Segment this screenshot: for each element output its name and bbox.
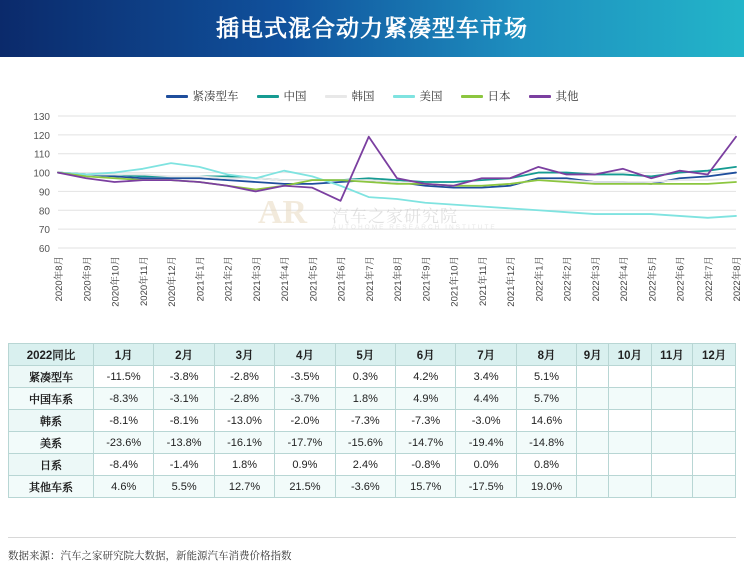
x-tick-label: 2021年11月	[477, 256, 489, 306]
table-cell: -23.6%	[94, 432, 154, 454]
table-cell	[577, 388, 609, 410]
table-row	[9, 454, 736, 476]
legend-swatch-icon	[166, 95, 188, 98]
table-cell: 0.9%	[275, 454, 335, 476]
table-cell	[609, 454, 652, 476]
table-cell	[609, 366, 652, 388]
x-tick-label: 2021年9月	[421, 256, 433, 302]
table-cell: -17.7%	[275, 432, 335, 454]
table-cell	[651, 476, 693, 498]
table-cell: -13.0%	[214, 410, 274, 432]
legend-item[interactable]	[461, 88, 511, 104]
table-cell: 2.4%	[335, 454, 395, 476]
table-cell: -8.1%	[94, 410, 154, 432]
table-cell: -15.6%	[335, 432, 395, 454]
x-tick-label: 2021年5月	[308, 256, 320, 302]
y-tick-label: 90	[38, 187, 50, 199]
table-row-label: 中国车系	[9, 388, 94, 410]
table-cell	[609, 476, 652, 498]
legend-item[interactable]	[257, 88, 307, 104]
table-cell	[577, 432, 609, 454]
table-cell: -19.4%	[456, 432, 516, 454]
table-cell	[693, 366, 736, 388]
source-note: 数据来源：汽车之家研究院大数据，新能源汽车消费价格指数	[8, 550, 292, 562]
table-column-header: 5月	[335, 344, 395, 366]
table-cell: -3.0%	[456, 410, 516, 432]
chart-svg	[0, 108, 744, 338]
table-column-header: 10月	[609, 344, 652, 366]
legend-item[interactable]	[393, 88, 443, 104]
title-bar	[0, 0, 744, 57]
table-cell	[609, 432, 652, 454]
legend-item[interactable]	[325, 88, 375, 104]
table-cell	[693, 410, 736, 432]
table-cell: -8.4%	[94, 454, 154, 476]
x-tick-label: 2020年12月	[167, 256, 178, 307]
y-tick-label: 130	[33, 112, 50, 123]
watermark-logo: AR	[258, 194, 308, 231]
legend-swatch-icon	[325, 95, 347, 98]
table-cell: -17.5%	[456, 476, 516, 498]
x-tick-label: 2022年3月	[590, 256, 602, 302]
table-column-header: 4月	[275, 344, 335, 366]
table-row-label: 紧凑型车	[9, 366, 94, 388]
table-row	[9, 366, 736, 388]
table-cell: -7.3%	[396, 410, 456, 432]
table-cell: -1.4%	[154, 454, 214, 476]
table-cell: 4.2%	[396, 366, 456, 388]
x-tick-label: 2022年4月	[619, 256, 630, 302]
y-tick-label: 70	[38, 225, 50, 237]
table-cell: -3.5%	[275, 366, 335, 388]
table-column-header: 7月	[456, 344, 516, 366]
legend-label: 韩国	[351, 91, 375, 103]
watermark-text: 汽车之家研究院	[332, 207, 458, 226]
line-chart	[0, 108, 744, 338]
table-cell: 5.1%	[516, 366, 576, 388]
table-cell	[651, 410, 693, 432]
table-cell	[651, 388, 693, 410]
table-cell: 0.8%	[516, 454, 576, 476]
table-cell	[693, 454, 736, 476]
y-tick-label: 80	[38, 206, 50, 218]
x-tick-label: 2022年6月	[675, 256, 687, 302]
x-tick-label: 2021年3月	[251, 256, 263, 302]
table-cell	[693, 476, 736, 498]
legend-label: 紧凑型车	[192, 91, 239, 103]
data-table	[8, 343, 736, 498]
table-cell: -2.8%	[214, 388, 274, 410]
legend-swatch-icon	[257, 95, 279, 98]
legend-label: 中国	[283, 91, 307, 103]
legend-swatch-icon	[393, 95, 415, 98]
table-row-label: 韩系	[9, 410, 94, 432]
footer-divider	[8, 537, 736, 538]
y-tick-label: 120	[33, 130, 50, 142]
table-cell: -14.7%	[396, 432, 456, 454]
table-cell: -3.6%	[335, 476, 395, 498]
table-cell: -16.1%	[214, 432, 274, 454]
table-column-header: 8月	[516, 344, 576, 366]
table-cell: -7.3%	[335, 410, 395, 432]
x-tick-label: 2020年10月	[110, 256, 122, 307]
table-column-header: 3月	[214, 344, 274, 366]
table-cell	[651, 432, 693, 454]
table-cell: 5.5%	[154, 476, 214, 498]
x-tick-label: 2021年7月	[364, 256, 376, 302]
x-tick-label: 2022年5月	[647, 256, 659, 302]
legend-label: 美国	[419, 91, 443, 103]
table-cell	[577, 454, 609, 476]
table-cell: 0.0%	[456, 454, 516, 476]
table-cell: -2.0%	[275, 410, 335, 432]
legend-item[interactable]	[529, 88, 579, 104]
table-cell: 0.3%	[335, 366, 395, 388]
x-tick-label: 2022年7月	[703, 256, 715, 302]
x-tick-label: 2021年4月	[280, 256, 291, 302]
table-cell: -8.3%	[94, 388, 154, 410]
x-tick-label: 2021年8月	[393, 256, 404, 302]
y-tick-label: 100	[33, 168, 50, 180]
x-tick-label: 2021年2月	[223, 256, 235, 302]
table-cell: -0.8%	[396, 454, 456, 476]
table-row	[9, 476, 736, 498]
table-cell	[609, 388, 652, 410]
chart-legend	[0, 88, 744, 104]
table-column-header: 1月	[94, 344, 154, 366]
x-tick-label: 2021年12月	[506, 256, 517, 307]
table-cell: -13.8%	[154, 432, 214, 454]
table-row-label: 日系	[9, 454, 94, 476]
table-cell: -3.7%	[275, 388, 335, 410]
table-cell: 15.7%	[396, 476, 456, 498]
table-cell: -14.8%	[516, 432, 576, 454]
table-column-header: 6月	[396, 344, 456, 366]
table-cell: 4.6%	[94, 476, 154, 498]
page-title: 插电式混合动力紧凑型车市场	[216, 15, 528, 41]
legend-swatch-icon	[529, 95, 551, 98]
table-column-header: 2月	[154, 344, 214, 366]
x-tick-label: 2021年6月	[336, 256, 348, 302]
x-tick-label: 2022年8月	[732, 256, 743, 302]
table-cell	[609, 410, 652, 432]
x-tick-label: 2022年2月	[562, 256, 574, 302]
legend-label: 其他	[555, 91, 579, 103]
table-cell: -2.8%	[214, 366, 274, 388]
table-cell	[651, 366, 693, 388]
table-row	[9, 388, 736, 410]
table-cell	[577, 366, 609, 388]
y-tick-label: 110	[34, 149, 50, 161]
table-column-header: 11月	[651, 344, 693, 366]
table-cell: 1.8%	[214, 454, 274, 476]
table-cell: 4.9%	[396, 388, 456, 410]
table-cell: -11.5%	[94, 366, 154, 388]
x-tick-label: 2020年11月	[138, 256, 150, 306]
table-cell	[693, 432, 736, 454]
table-corner-label: 2022同比	[9, 344, 94, 366]
table-column-header: 12月	[693, 344, 736, 366]
x-tick-label: 2020年9月	[82, 256, 94, 302]
table-cell: 3.4%	[456, 366, 516, 388]
table-header-row	[9, 344, 736, 366]
table-cell: -3.8%	[154, 366, 214, 388]
series-line	[58, 163, 736, 218]
legend-item[interactable]	[166, 88, 239, 104]
table-cell	[693, 388, 736, 410]
table-cell: 4.4%	[456, 388, 516, 410]
table-cell: 1.8%	[335, 388, 395, 410]
table-cell: 19.0%	[516, 476, 576, 498]
table-cell: 12.7%	[214, 476, 274, 498]
x-tick-label: 2021年10月	[449, 256, 461, 307]
x-tick-label: 2022年1月	[534, 256, 546, 302]
table-row	[9, 432, 736, 454]
watermark-subtext: AUTOHOME RESEARCH INSTITUTE	[332, 224, 497, 231]
table-column-header: 9月	[577, 344, 609, 366]
table-cell: -8.1%	[154, 410, 214, 432]
legend-swatch-icon	[461, 95, 483, 98]
table-cell: 21.5%	[275, 476, 335, 498]
x-tick-label: 2020年8月	[54, 256, 65, 302]
table-cell	[651, 454, 693, 476]
table-row-label: 美系	[9, 432, 94, 454]
table-row-label: 其他车系	[9, 476, 94, 498]
table-cell	[577, 476, 609, 498]
table-cell	[577, 410, 609, 432]
x-tick-label: 2021年1月	[195, 256, 207, 302]
table-cell: -3.1%	[154, 388, 214, 410]
table-cell: 14.6%	[516, 410, 576, 432]
legend-label: 日本	[487, 91, 511, 103]
table-row	[9, 410, 736, 432]
table-cell: 5.7%	[516, 388, 576, 410]
y-tick-label: 60	[38, 244, 50, 255]
